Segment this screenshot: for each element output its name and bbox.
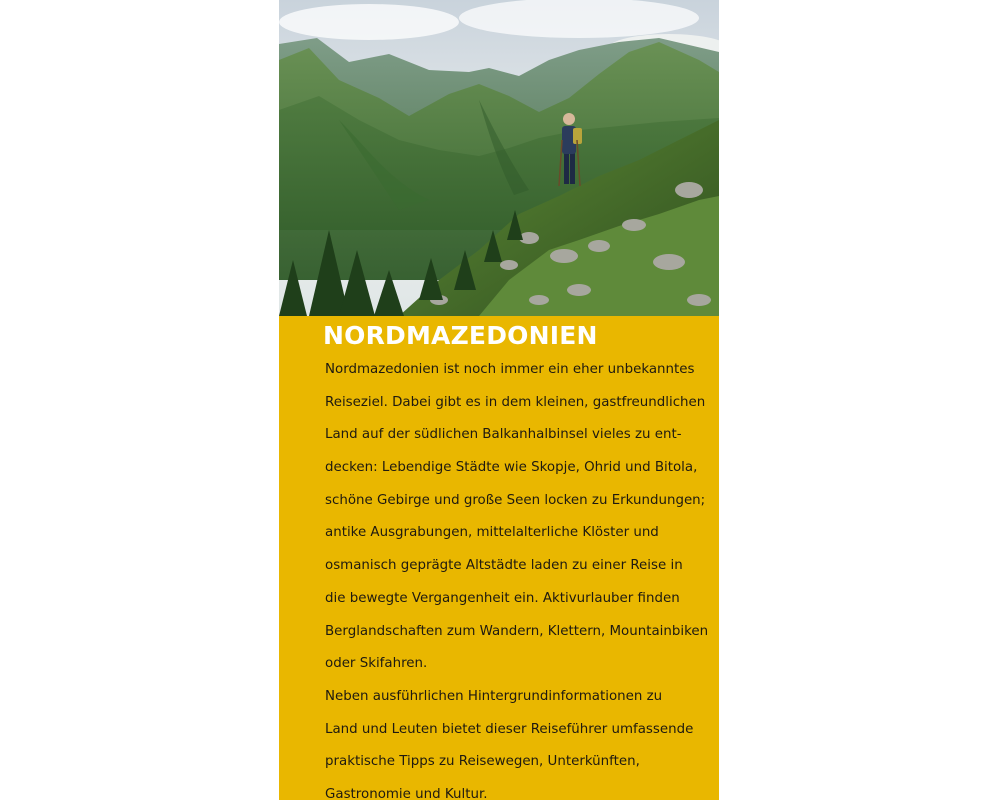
text-line: Reiseziel. Dabei gibt es in dem kleinen, gastfreundlichen xyxy=(325,394,706,410)
text-line: osmanisch geprägte Altstädte laden zu einer Reise in xyxy=(325,558,683,574)
text-line: Land auf der südlichen Balkanhalbinsel vieles zu ent- xyxy=(325,427,682,443)
text-line: Gastronomie und Kultur. xyxy=(325,786,488,800)
text-line: Nordmazedonien ist noch immer ein eher unbekanntes xyxy=(325,362,695,377)
text-line: Berglandschaften zum Wandern, Klettern, Mountainbiken xyxy=(325,623,709,639)
text-line: oder Skifahren. xyxy=(325,656,428,672)
text-line: schöne Gebirge und große Seen locken zu Erkundungen; xyxy=(325,492,706,508)
text-line: Land und Leuten bietet dieser Reiseführer umfassende xyxy=(325,721,694,737)
book-back-cover xyxy=(279,0,719,800)
description-panel xyxy=(279,316,719,800)
text-line: die bewegte Vergangenheit ein. Aktivurlauber finden xyxy=(325,590,680,606)
country-title: NORDMAZEDONIEN xyxy=(323,321,598,350)
text-line: praktische Tipps zu Reisewegen, Unterkünften, xyxy=(325,754,640,770)
description-text xyxy=(325,354,710,800)
text-line: antike Ausgrabungen, mittelalterliche Klöster und xyxy=(325,525,659,541)
mountain-hiker-photo xyxy=(279,0,719,316)
text-line: Neben ausführlichen Hintergrundinformationen zu xyxy=(325,688,663,704)
text-line: decken: Lebendige Städte wie Skopje, Ohrid und Bitola, xyxy=(325,460,698,476)
